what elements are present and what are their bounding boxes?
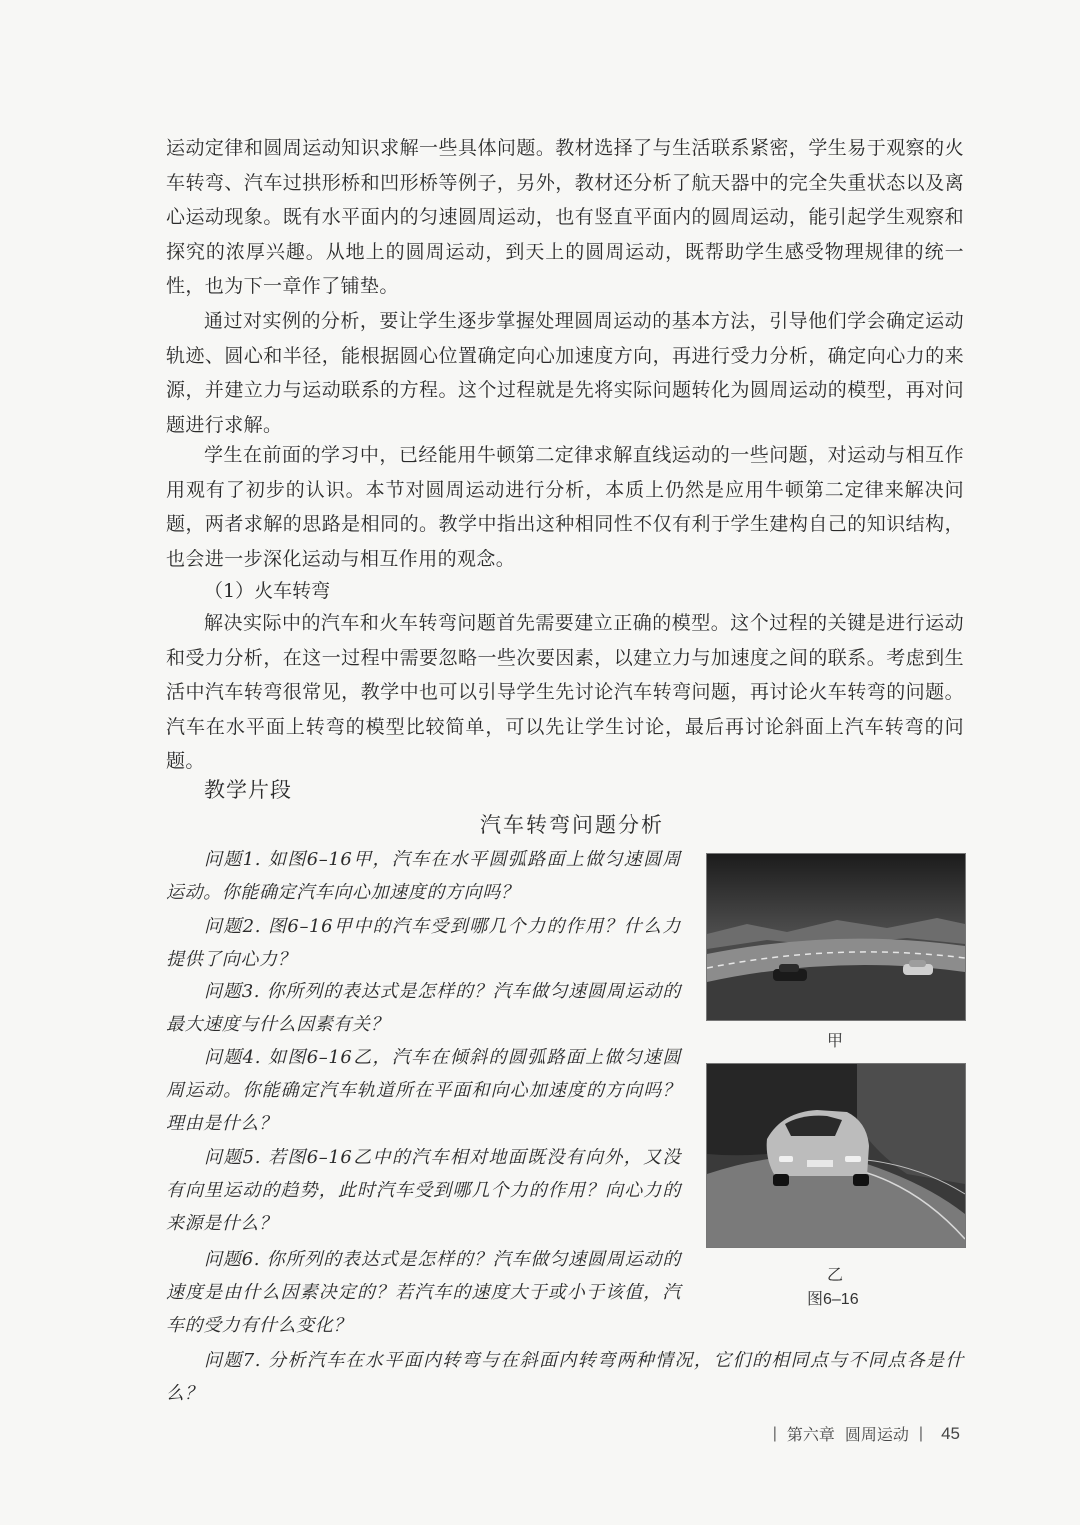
question-3: 问题3. 你所列的表达式是怎样的？汽车做匀速圆周运动的最大速度与什么因素有关？ bbox=[166, 981, 681, 1035]
question-1: 问题1. 如图6–16甲，汽车在水平圆弧路面上做匀速圆周运动。你能确定汽车向心加速度的方向吗？ bbox=[166, 849, 681, 903]
teaching-fragment-title: 汽车转弯问题分析 bbox=[480, 813, 664, 837]
question-5: 问题5. 若图6–16乙中的汽车相对地面既没有向外，又没有向里运动的趋势，此时汽车受到哪几个力的作用？向心力的来源是什么？ bbox=[166, 1147, 681, 1234]
section-heading-train-turn: （1）火车转弯 bbox=[204, 580, 331, 602]
question-7: 问题7. 分析汽车在水平面内转弯与在斜面内转弯两种情况，它们的相同点与不同点各是什么？ bbox=[166, 1350, 964, 1404]
photo-banked-curve-road bbox=[706, 1063, 966, 1248]
footer-chapter: 第六章 bbox=[786, 1427, 835, 1444]
teaching-fragment-label: 教学片段 bbox=[204, 778, 292, 802]
figure-caption: 图6–16 bbox=[807, 1291, 859, 1308]
footer-divider-left: | bbox=[772, 1424, 777, 1442]
paragraph-method: 通过对实例的分析，要让学生逐步掌握处理圆周运动的基本方法，引导他们学会确定运动轨迹、圆心和半径，能根据圆心位置确定向心加速度方向，再进行受力分析，确定向心力的来源，并建立力与运动联系的方程。这个过程就是先将实际问题转化为圆周运动的模型，再对问题进行求解。 bbox=[166, 310, 964, 436]
footer-chapter-title: 圆周运动 bbox=[844, 1427, 909, 1444]
footer-divider-right: | bbox=[918, 1424, 924, 1442]
question-4: 问题4. 如图6–16乙，汽车在倾斜的圆弧路面上做匀速圆周运动。你能确定汽车轨道所在平面和向心加速度的方向吗？理由是什么？ bbox=[166, 1047, 681, 1134]
caption-yi: 乙 bbox=[827, 1267, 844, 1284]
photo-flat-curve-road bbox=[706, 853, 966, 1021]
paragraph-prior-knowledge: 学生在前面的学习中，已经能用牛顿第二定律求解直线运动的一些问题，对运动与相互作用观有了初步的认识。本节对圆周运动进行分析，本质上仍然是应用牛顿第二定律来解决问题，两者求解的思路是相同的。教学中指出这种相同性不仅有利于学生建构自己的知识结构，也会进一步深化运动与相互作用的观念。 bbox=[166, 444, 964, 570]
caption-jia: 甲 bbox=[827, 1033, 844, 1050]
page-number: 45 bbox=[941, 1423, 960, 1443]
page-footer bbox=[773, 1422, 960, 1445]
paragraph-model: 解决实际中的汽车和火车转弯问题首先需要建立正确的模型。这个过程的关键是进行运动和受力分析，在这一过程中需要忽略一些次要因素，以建立力与加速度之间的联系。考虑到生活中汽车转弯很常见，教学中也可以引导学生先讨论汽车转弯问题，再讨论火车转弯的问题。汽车在水平面上转弯的模型比较简单，可以先让学生讨论，最后再讨论斜面上汽车转弯的问题。 bbox=[166, 612, 964, 772]
question-2: 问题2. 图6–16甲中的汽车受到哪几个力的作用？什么力提供了向心力？ bbox=[166, 916, 681, 970]
question-6: 问题6. 你所列的表达式是怎样的？汽车做匀速圆周运动的速度是由什么因素决定的？若汽车的速度大于或小于该值，汽车的受力有什么变化？ bbox=[166, 1249, 681, 1336]
paragraph-intro: 运动定律和圆周运动知识求解一些具体问题。教材选择了与生活联系紧密，学生易于观察的火车转弯、汽车过拱形桥和凹形桥等例子，另外，教材还分析了航天器中的完全失重状态以及离心运动现象。既有水平面内的匀速圆周运动，也有竖直平面内的圆周运动，能引起学生观察和探究的浓厚兴趣。从地上的圆周运动，到天上的圆周运动，既帮助学生感受物理规律的统一性，也为下一章作了铺垫。 bbox=[166, 137, 964, 297]
